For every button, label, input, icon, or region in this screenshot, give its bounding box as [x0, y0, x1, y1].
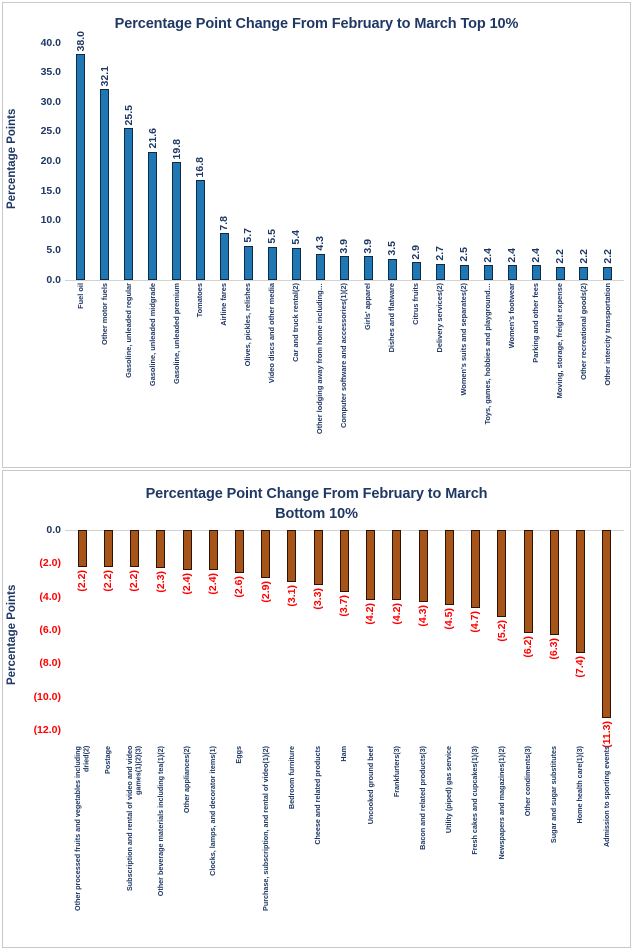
- top-cats-row: [3, 283, 630, 455]
- category-label: [93, 283, 117, 455]
- bottom-plot-row: [3, 524, 630, 749]
- bar-item[interactable]: [213, 35, 237, 280]
- category-label: [500, 283, 524, 455]
- category-label-text: Women's footwear: [506, 282, 516, 348]
- bar-item[interactable]: [285, 35, 309, 280]
- category-label: [117, 283, 141, 455]
- bar[interactable]: [388, 259, 397, 280]
- bar-item[interactable]: [200, 530, 226, 730]
- bar-item[interactable]: [548, 35, 572, 280]
- category-label-text: Toys, games, hobbies and playground…: [482, 282, 492, 425]
- category-label: [331, 746, 357, 926]
- bot-y-tick: 0.0: [46, 524, 61, 537]
- category-label: [261, 283, 285, 455]
- bar[interactable]: [471, 530, 480, 608]
- top-plot-wrap: [3, 30, 630, 455]
- bar[interactable]: [576, 530, 585, 653]
- category-label: [189, 283, 213, 455]
- bar-value-label: (6.3): [548, 638, 561, 660]
- bar-value-label: 3.5: [386, 241, 399, 256]
- bar-item[interactable]: [279, 530, 305, 730]
- category-label: [463, 746, 489, 926]
- bar[interactable]: [508, 265, 517, 279]
- bar-value-label: 21.6: [146, 128, 159, 149]
- bar-item[interactable]: [384, 530, 410, 730]
- bar[interactable]: [172, 162, 181, 279]
- category-label-text: Other intercity transportation: [602, 282, 612, 386]
- bar[interactable]: [124, 128, 133, 279]
- category-label-text: Olives, pickles, relishes: [243, 282, 253, 366]
- bar[interactable]: [209, 530, 218, 570]
- bottom-chart-title-line1: Percentage Point Change From February to March: [145, 486, 488, 502]
- bar-value-label: 3.9: [362, 238, 375, 254]
- category-label-text: Computer software and accessories(1)(2): [339, 282, 349, 428]
- bar-item[interactable]: [332, 35, 356, 280]
- bar-item[interactable]: [567, 530, 593, 730]
- top-y-tick: 30.0: [40, 95, 61, 108]
- bar-value-label: (4.2): [390, 603, 403, 625]
- bar-item[interactable]: [476, 35, 500, 280]
- bar[interactable]: [261, 530, 270, 578]
- bottom-chart-title-line2: Bottom 10%: [275, 505, 358, 522]
- category-label: [200, 746, 226, 926]
- category-label: [358, 746, 384, 926]
- bar[interactable]: [78, 530, 87, 567]
- top-x-axis-line: [65, 280, 624, 281]
- bar-value-label: 2.4: [529, 247, 542, 263]
- category-label-text: Girls' apparel: [363, 282, 373, 330]
- category-label: [69, 283, 93, 455]
- bar-value-label: (4.3): [416, 604, 429, 627]
- bar-item[interactable]: [69, 30, 93, 280]
- bar[interactable]: [340, 530, 349, 592]
- bar-item[interactable]: [117, 35, 141, 280]
- bar-item[interactable]: [404, 35, 428, 280]
- bot-y-tick: (4.0): [39, 590, 61, 603]
- category-label: [69, 746, 95, 926]
- bar-value-label: (3.3): [311, 588, 324, 610]
- bar-value-label: 38.0: [74, 30, 87, 52]
- category-label: [237, 283, 261, 455]
- bar[interactable]: [196, 180, 205, 280]
- top-chart-title: Percentage Point Change From February to March Top 10%: [114, 16, 519, 32]
- bar-item[interactable]: [261, 35, 285, 280]
- category-label-text: Ham: [339, 746, 349, 762]
- bar-item[interactable]: [380, 35, 404, 280]
- bar-item[interactable]: [463, 530, 489, 730]
- bottom-y-axis-title: Percentage Points: [6, 584, 18, 686]
- category-label: [515, 746, 541, 926]
- bar-value-label: (2.6): [233, 576, 246, 599]
- bottom-plot-area: [65, 524, 624, 749]
- bar[interactable]: [148, 152, 157, 280]
- category-label-text: Cheese and related products: [313, 746, 323, 845]
- category-label-text: Other processed fruits and vegetables including dried(2): [72, 746, 91, 912]
- top-y-tick: 5.0: [46, 243, 61, 256]
- bar-value-label: (2.2): [102, 569, 115, 592]
- bar[interactable]: [76, 54, 85, 279]
- top-category-labels: [65, 283, 624, 455]
- category-label-text: Delivery services(2): [435, 282, 445, 353]
- bar[interactable]: [436, 264, 445, 280]
- category-label-text: Other motor fuels: [99, 282, 109, 345]
- top-y-tick: 0.0: [46, 273, 61, 286]
- bar-item[interactable]: [572, 35, 596, 280]
- bar-item[interactable]: [524, 35, 548, 280]
- bar-item[interactable]: [189, 35, 213, 280]
- category-label: [410, 746, 436, 926]
- bar-value-label: (2.9): [259, 581, 272, 604]
- category-label: [141, 283, 165, 455]
- bar[interactable]: [314, 530, 323, 585]
- bar-value-label: (4.7): [469, 611, 482, 634]
- category-label-text: Utility (piped) gas service: [444, 746, 454, 834]
- category-label: [384, 746, 410, 926]
- category-label: [309, 283, 333, 455]
- bar[interactable]: [532, 265, 541, 279]
- bar-value-label: 19.8: [170, 138, 183, 160]
- top-plot-area: [65, 30, 624, 283]
- category-label: [548, 283, 572, 455]
- bar-value-label: 7.8: [218, 215, 231, 231]
- bar-item[interactable]: [489, 530, 515, 730]
- bottom-category-labels: [65, 746, 624, 926]
- bar[interactable]: [484, 265, 493, 279]
- category-label-text: Tomatoes: [195, 282, 205, 317]
- bar[interactable]: [603, 267, 612, 280]
- category-label: [567, 746, 593, 926]
- bar-value-label: 2.4: [505, 247, 518, 263]
- bar-value-label: 5.7: [242, 228, 255, 243]
- bar-value-label: (4.5): [443, 608, 456, 630]
- bar[interactable]: [156, 530, 165, 568]
- bar-item[interactable]: [226, 530, 252, 730]
- category-label-text: Gasoline, unleaded premium: [171, 282, 181, 384]
- bar[interactable]: [364, 256, 373, 279]
- bar[interactable]: [268, 247, 277, 280]
- category-label: [356, 283, 380, 455]
- bot-y-tick: (8.0): [39, 657, 61, 670]
- bar-item[interactable]: [410, 530, 436, 730]
- bar-value-label: (2.2): [128, 569, 141, 592]
- category-label-text: Video discs and other media: [267, 282, 277, 383]
- category-label-text: Other lodging away from home including…: [315, 282, 325, 434]
- category-label-text: Fuel oil: [75, 282, 85, 309]
- bar-item[interactable]: [305, 530, 331, 730]
- category-label-text: Fresh cakes and cupcakes(1)(3): [470, 746, 480, 855]
- bottom-plot-wrap: [3, 524, 630, 926]
- bar-item[interactable]: [121, 530, 147, 730]
- bar-item[interactable]: [500, 35, 524, 280]
- top-y-axis-title: Percentage Points: [6, 108, 18, 209]
- bottom-cats-row: [3, 746, 630, 926]
- bar-item[interactable]: [428, 35, 452, 280]
- category-label: [572, 283, 596, 455]
- bar[interactable]: [292, 248, 301, 280]
- category-label: [95, 746, 121, 926]
- bottom-chart-panel: [2, 470, 631, 948]
- category-label-text: Other recreational goods(2): [578, 282, 588, 380]
- bar[interactable]: [183, 530, 192, 570]
- bot-y-tick: (10.0): [33, 690, 61, 703]
- category-label-text: Citrus fruits: [411, 282, 421, 325]
- category-label-text: Bedroom furniture: [286, 746, 296, 810]
- category-label-text: Bacon and related products(3): [418, 746, 428, 850]
- bar[interactable]: [316, 254, 325, 279]
- bar-value-label: 32.1: [98, 65, 111, 87]
- category-label-text: Frankfurters(3): [391, 746, 401, 798]
- category-label-text: Subscription and rental of video and video games(1)(2)(3): [125, 746, 143, 892]
- bar[interactable]: [130, 530, 139, 567]
- top-y-tick: 20.0: [40, 155, 61, 168]
- bar-value-label: (3.1): [285, 584, 298, 607]
- category-label: [148, 746, 174, 926]
- top-y-tick: 10.0: [40, 214, 61, 227]
- category-label: [594, 746, 620, 926]
- bar-item[interactable]: [331, 530, 357, 730]
- bar[interactable]: [412, 262, 421, 279]
- bar-item[interactable]: [541, 530, 567, 730]
- bar-item[interactable]: [93, 35, 117, 280]
- category-label: [226, 746, 252, 926]
- category-label: [285, 283, 309, 455]
- bar-value-label: 2.5: [457, 247, 470, 262]
- category-label: [332, 283, 356, 455]
- bar[interactable]: [556, 267, 565, 280]
- bar-value-label: (6.2): [521, 636, 534, 659]
- category-label: [404, 283, 428, 455]
- bar-item[interactable]: [358, 530, 384, 730]
- category-label-text: Purchase, subscription, and rental of video(1)(2): [260, 746, 270, 912]
- top-y-axis-ticks: [21, 35, 65, 286]
- category-label-text: Women's suits and separates(2): [458, 282, 468, 396]
- bar-item[interactable]: [95, 530, 121, 730]
- bar-item[interactable]: [141, 35, 165, 280]
- bar-value-label: 2.2: [601, 248, 614, 264]
- category-label: [428, 283, 452, 455]
- bar[interactable]: [445, 530, 454, 605]
- bot-y-tick: (6.0): [39, 624, 61, 637]
- bar-item[interactable]: [594, 530, 620, 749]
- bar-value-label: (3.7): [338, 594, 351, 617]
- category-label: [524, 283, 548, 455]
- bar-item[interactable]: [596, 35, 620, 280]
- category-label-text: Newspapers and magazines(1)(2): [496, 746, 506, 860]
- bar-value-label: 4.3: [314, 236, 327, 252]
- bar-item[interactable]: [69, 530, 95, 730]
- category-label: [279, 746, 305, 926]
- category-label: [121, 746, 147, 926]
- top-y-tick: 35.0: [40, 66, 61, 79]
- bar-value-label: (11.3): [600, 721, 613, 749]
- bottom-bar-series: [65, 530, 624, 749]
- bar[interactable]: [104, 530, 113, 567]
- category-label-text: Admission to sporting events: [601, 746, 611, 848]
- category-label: [253, 746, 279, 926]
- bar-value-label: (2.4): [207, 573, 220, 595]
- category-label-text: Other appliances(2): [181, 746, 191, 814]
- category-label-text: Sugar and sugar substitutes: [549, 746, 559, 844]
- top-y-tick: 25.0: [40, 125, 61, 138]
- bar-value-label: (2.3): [154, 571, 167, 594]
- bar-value-label: 5.5: [266, 229, 279, 244]
- bar-value-label: (4.2): [364, 603, 377, 625]
- bar-item[interactable]: [436, 530, 462, 730]
- bar[interactable]: [602, 530, 611, 718]
- bar-value-label: 2.7: [434, 245, 447, 261]
- category-label: [541, 746, 567, 926]
- bar[interactable]: [244, 246, 253, 280]
- bar[interactable]: [550, 530, 559, 635]
- bar-item[interactable]: [356, 35, 380, 280]
- bar-value-label: (5.2): [495, 619, 508, 642]
- bar-item[interactable]: [515, 530, 541, 730]
- bottom-y-axis-ticks: [21, 524, 65, 746]
- category-label: [476, 283, 500, 455]
- bar[interactable]: [340, 256, 349, 279]
- category-label: [305, 746, 331, 926]
- category-label: [596, 283, 620, 455]
- bar-item[interactable]: [452, 35, 476, 280]
- category-label: [165, 283, 189, 455]
- category-label: [213, 283, 237, 455]
- bar[interactable]: [366, 530, 375, 600]
- bar-value-label: 5.4: [290, 229, 303, 245]
- bar-value-label: (2.4): [180, 573, 193, 595]
- category-label: [489, 746, 515, 926]
- bar-value-label: (7.4): [574, 656, 587, 679]
- category-label-text: Other beverage materials including tea(1)(2): [155, 746, 165, 897]
- bar[interactable]: [460, 265, 469, 280]
- bar-value-label: 2.2: [577, 248, 590, 264]
- category-label-text: Other condiments(3): [522, 746, 532, 817]
- bar[interactable]: [235, 530, 244, 573]
- bar-value-label: 16.8: [194, 156, 207, 178]
- bar[interactable]: [287, 530, 296, 582]
- category-label-text: Gasoline, unleaded midgrade: [147, 282, 157, 386]
- category-label-text: Moving, storage, freight expense: [554, 282, 564, 398]
- top-chart-panel: [2, 2, 631, 468]
- top-bar-series: [65, 30, 624, 280]
- bar-item[interactable]: [253, 530, 279, 730]
- category-label-text: Eggs: [234, 746, 244, 764]
- bar-value-label: 2.9: [410, 244, 423, 260]
- bar-item[interactable]: [165, 35, 189, 280]
- bar-item[interactable]: [237, 35, 261, 280]
- category-label-text: Clocks, lamps, and decorator items(1): [208, 746, 218, 876]
- category-label-text: Home health care(1)(3): [575, 746, 585, 824]
- bar-item[interactable]: [309, 35, 333, 280]
- category-label-text: Parking and other fees: [530, 282, 540, 363]
- category-label: [380, 283, 404, 455]
- bar-value-label: 25.5: [122, 105, 135, 126]
- bar[interactable]: [392, 530, 401, 600]
- top-y-tick: 15.0: [40, 184, 61, 197]
- bar-item[interactable]: [174, 530, 200, 730]
- category-label-text: Postage: [103, 746, 113, 775]
- bar[interactable]: [524, 530, 533, 633]
- category-label-text: Dishes and flatware: [387, 282, 397, 352]
- category-label-text: Airline fares: [219, 282, 229, 326]
- category-label-text: Car and truck rental(2): [291, 282, 301, 362]
- bot-y-tick: (12.0): [33, 724, 61, 737]
- bar[interactable]: [100, 89, 109, 279]
- bar[interactable]: [579, 267, 588, 280]
- category-label-text: Gasoline, unleaded regular: [123, 282, 133, 378]
- bar-item[interactable]: [148, 530, 174, 730]
- bar[interactable]: [419, 530, 428, 602]
- category-label: [452, 283, 476, 455]
- top-plot-row: [3, 30, 630, 286]
- top-y-tick: 40.0: [40, 36, 61, 49]
- category-label: [436, 746, 462, 926]
- bar-value-label: 2.2: [553, 248, 566, 264]
- category-label-text: Uncooked ground beef: [365, 746, 375, 825]
- category-label: [174, 746, 200, 926]
- bar[interactable]: [497, 530, 506, 617]
- bar[interactable]: [220, 233, 229, 279]
- bar-value-label: 3.9: [338, 238, 351, 254]
- bar-value-label: 2.4: [481, 247, 494, 263]
- bottom-chart-title: [3, 485, 630, 524]
- bot-y-tick: (2.0): [39, 557, 61, 570]
- bar-value-label: (2.2): [75, 569, 88, 592]
